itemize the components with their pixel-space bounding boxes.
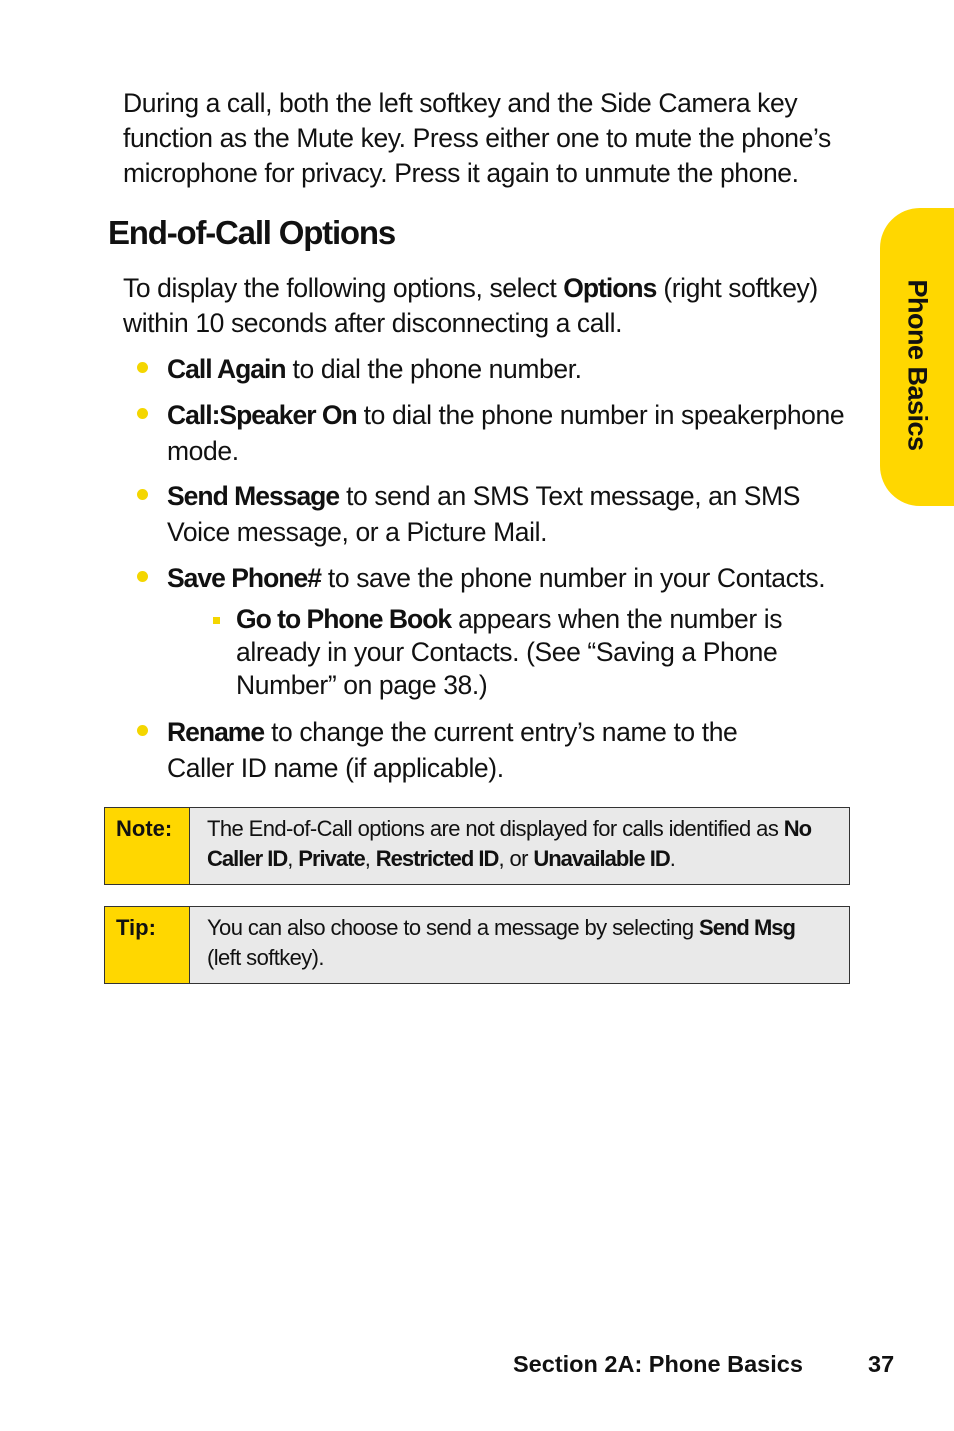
lead-bold: Options	[563, 273, 657, 303]
bullet-text: to dial the phone number in speakerphone mode.	[167, 400, 845, 466]
tip-box	[104, 906, 850, 984]
note-bold: No Caller ID	[207, 816, 812, 871]
note-bold: Private	[298, 846, 365, 871]
footer-section: Section 2A: Phone Basics	[513, 1351, 803, 1377]
bullet-icon	[137, 489, 148, 500]
sub-bullet-bold: Go to Phone Book	[236, 604, 452, 634]
bullet-text: to save the phone number in your Contacts.	[320, 563, 826, 593]
note-separator: ,	[287, 846, 299, 871]
bullet-bold: Call:Speaker On	[167, 400, 357, 430]
bullet-bold: Call Again	[167, 354, 286, 384]
tip-label: Tip:	[105, 907, 190, 983]
note-box	[104, 807, 850, 885]
bullet-text: to dial the phone number.	[285, 354, 582, 384]
tip-body	[190, 907, 849, 983]
note-body	[190, 808, 849, 884]
note-label: Note:	[105, 808, 190, 884]
bullet-icon	[137, 362, 148, 373]
bullet-icon	[137, 571, 148, 582]
bullet-text: to change the current entry’s name to the Caller ID name (if applicable).	[167, 717, 738, 783]
note-text: The End-of-Call options are not displayed for calls identified as	[207, 816, 784, 841]
tip-bold: Send Msg	[699, 915, 795, 940]
bullet-item	[167, 351, 867, 387]
side-tab-label: Phone Basics	[902, 279, 933, 451]
bullet-bold: Save Phone#	[167, 563, 321, 593]
note-bold: Unavailable ID	[533, 846, 670, 871]
page-number: 37	[868, 1351, 895, 1377]
note-bold: Restricted ID	[375, 846, 499, 871]
note-separator: ,	[364, 846, 376, 871]
note-separator: , or	[498, 846, 534, 871]
bullet-text: to send an SMS Text message, an SMS Voice message, or a Picture Mail.	[167, 481, 800, 547]
bullet-item	[167, 397, 867, 469]
note-end: .	[669, 846, 676, 871]
lead-text-after: (right softkey) within 10 seconds after disconnecting a call.	[123, 273, 818, 338]
lead-text-before: To display the following options, select	[123, 273, 564, 303]
bullet-bold: Send Message	[167, 481, 340, 511]
bullet-icon	[137, 408, 148, 419]
tip-text: (left softkey).	[207, 945, 324, 970]
bullet-icon	[137, 725, 148, 736]
bullet-item	[167, 478, 867, 550]
tip-text: You can also choose to send a message by selecting	[207, 915, 700, 940]
sub-bullet-text: appears when the number is already in your Contacts. (See “Saving a Phone Number” on page 38.)	[236, 604, 783, 700]
intro-paragraph: During a call, both the left softkey and the Side Camera key function as the Mute key. Press either one to mute the phone’s microphone for privacy. Press it again to unmute the phone.	[123, 88, 831, 188]
sub-bullet-icon	[213, 617, 220, 624]
bullet-item	[167, 714, 767, 786]
lead-paragraph	[123, 271, 868, 341]
sub-bullet-item	[236, 603, 836, 702]
section-heading: End-of-Call Options	[108, 214, 395, 251]
bullet-bold: Rename	[167, 717, 265, 747]
bullet-item	[167, 560, 867, 596]
